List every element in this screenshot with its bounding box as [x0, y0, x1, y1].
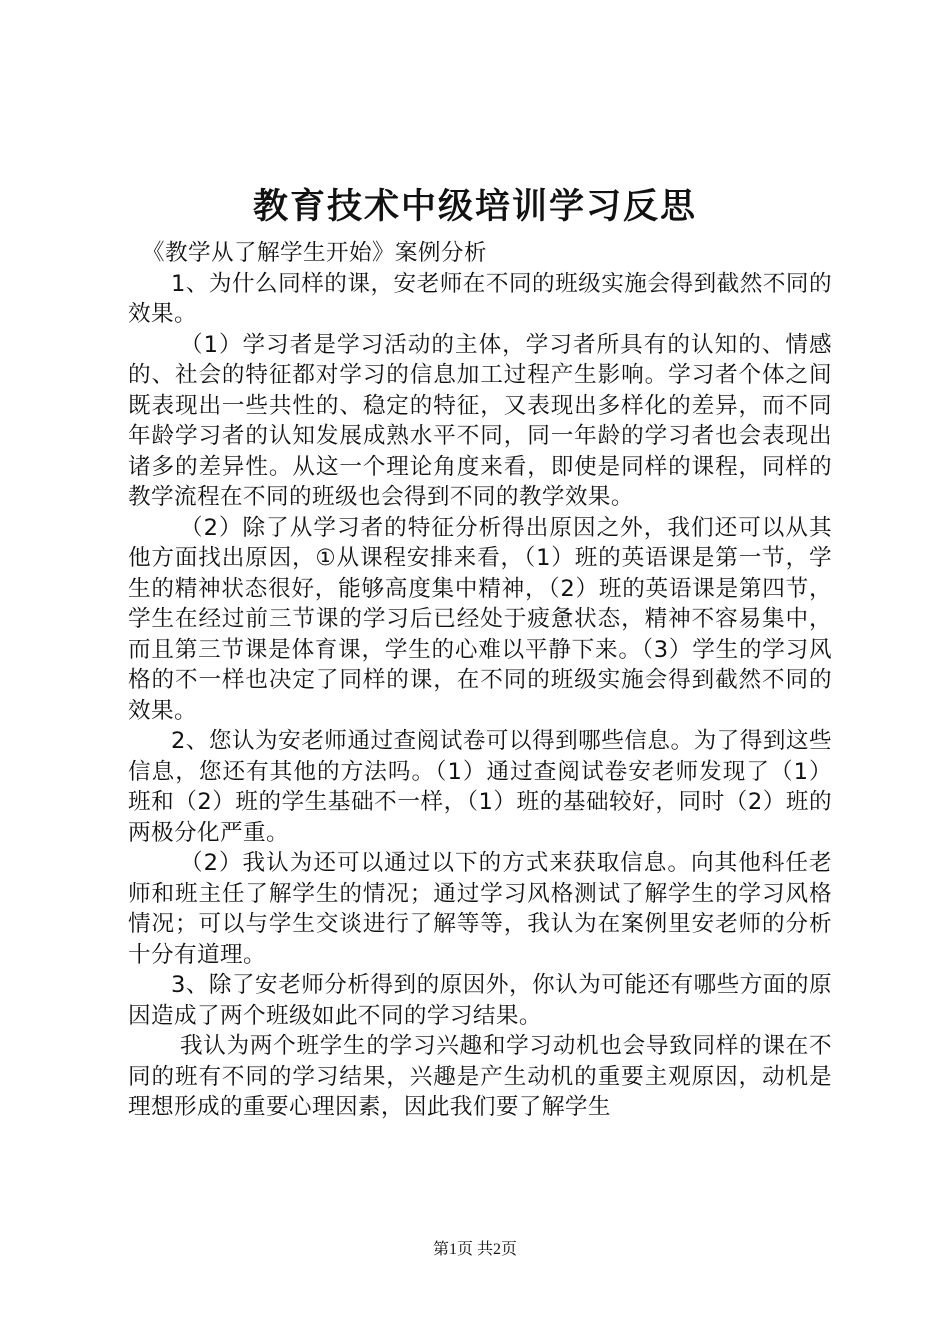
paragraph-question-3: 3、除了安老师分析得到的原因外，你认为可能还有哪些方面的原因造成了两个班级如此不同的学习结果。: [128, 972, 832, 1029]
paragraph-answer-2-2: （2）我认为还可以通过以下的方式来获取信息。向其他科任老师和班主任了解学生的情况；通过学习风格测试了解学生的学习风格情况；可以与学生交谈进行了解等等，我认为在案例里安老师的分析十分有道理。: [128, 850, 832, 968]
document-subtitle: 《教学从了解学生开始》案例分析: [142, 240, 487, 266]
document-title: 教育技术中级培训学习反思: [252, 186, 697, 227]
paragraph-answer-1-1: （1）学习者是学习活动的主体，学习者所具有的认知的、情感的、社会的特征都对学习的信息加工过程产生影响。学习者个体之间既表现出一些共性的、稳定的特征，又表现出多样化的差异，而不同年龄学习者的认知发展成熟水平不同，同一年龄的学习者也会表现出诸多的差异性。从这一个理论角度来看，即使是同样的课程，同样的教学流程在不同的班级也会得到不同的教学效果。: [128, 331, 832, 510]
paragraph-answer-3: 我认为两个班学生的学习兴趣和学习动机也会导致同样的课在不同的班有不同的学习结果，兴趣是产生动机的重要主观原因，动机是理想形成的重要心理因素，因此我们要了解学生: [128, 1033, 832, 1120]
page-number-footer: 第1页 共2页: [432, 1241, 517, 1258]
paragraph-question-2: 2、您认为安老师通过查阅试卷可以得到哪些信息。为了得到这些信息，您还有其他的方法吗。（1）通过查阅试卷安老师发现了（1）班和（2）班的学生基础不一样，（1）班的基础较好，同时（2）班的两极分化严重。: [128, 728, 832, 846]
paragraph-question-1: 1、为什么同样的课，安老师在不同的班级实施会得到截然不同的效果。: [128, 270, 832, 327]
document-body: [128, 238, 832, 1123]
paragraph-answer-1-2: （2）除了从学习者的特征分析得出原因之外，我们还可以从其他方面找出原因，①从课程安排来看，（1）班的英语课是第一节，学生的精神状态很好，能够高度集中精神，（2）班的英语课是第四节，学生在经过前三节课的学习后已经处于疲惫状态，精神不容易集中，而且第三节课是体育课，学生的心难以平静下来。（3）学生的学习风格的不一样也决定了同样的课，在不同的班级实施会得到截然不同的效果。: [128, 514, 832, 724]
